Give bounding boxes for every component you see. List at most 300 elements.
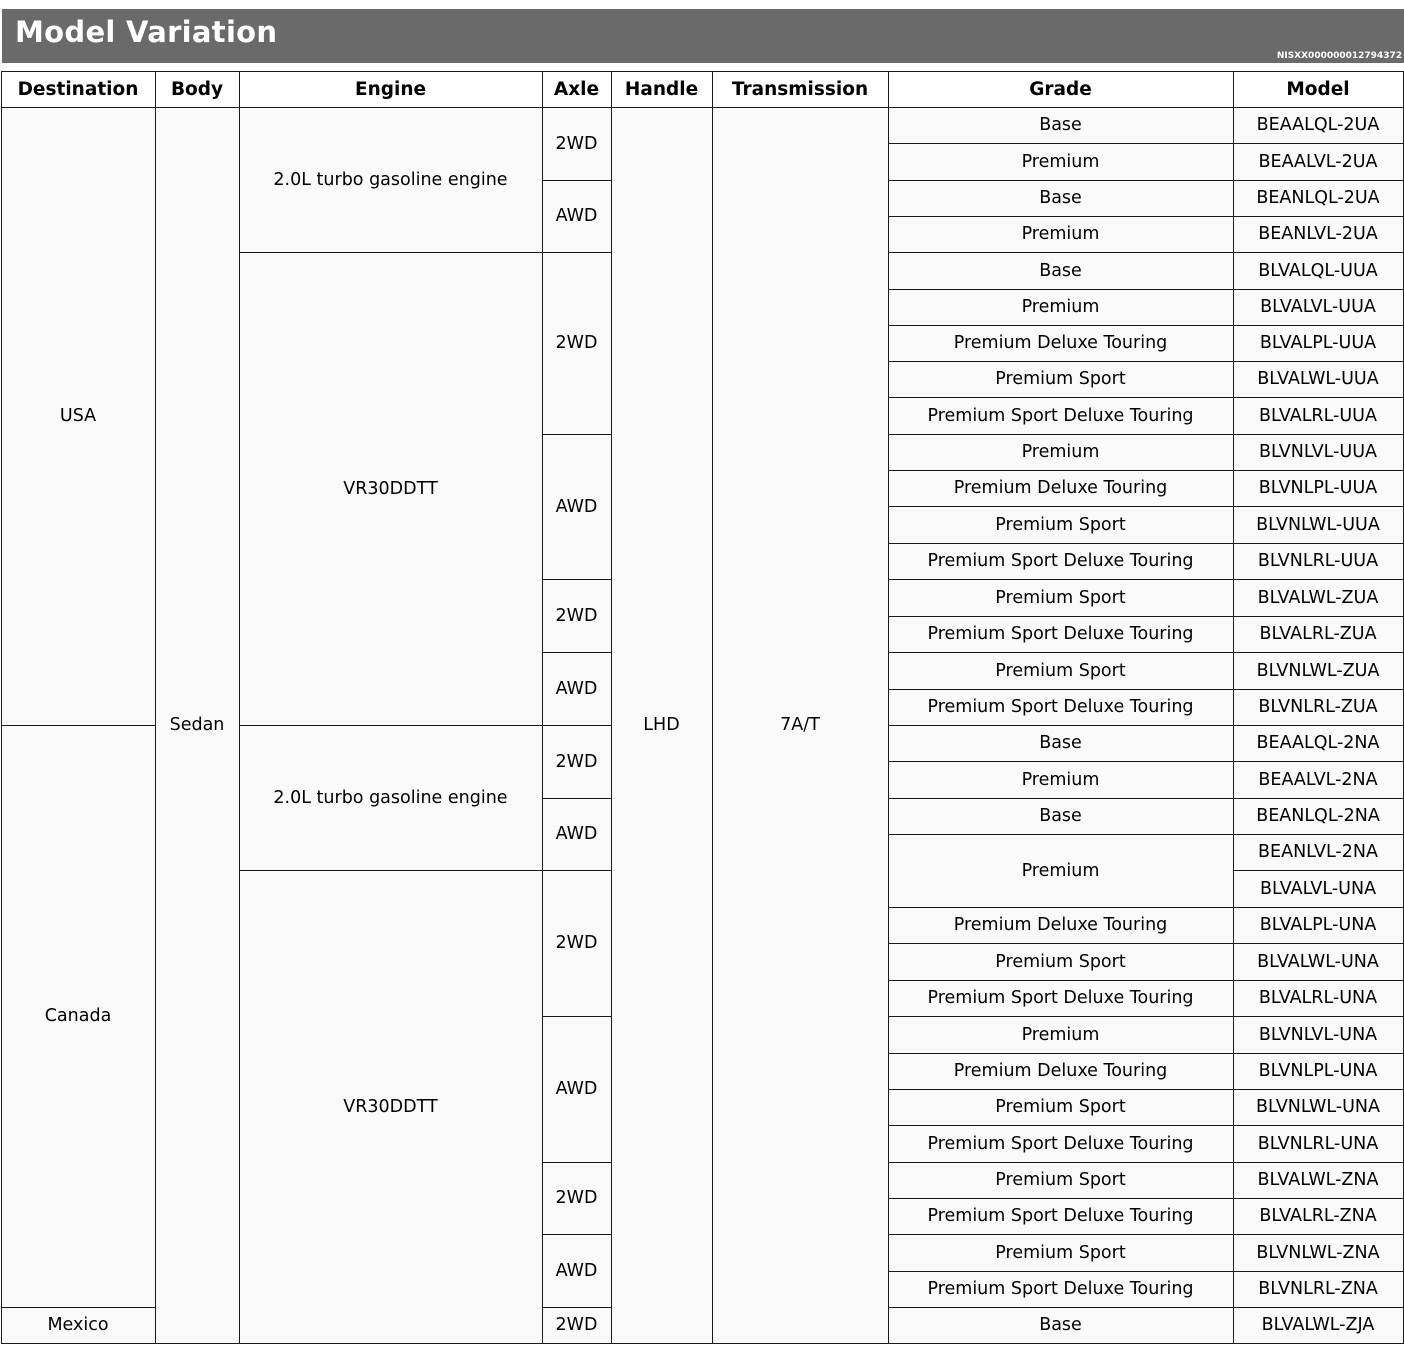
engine-cell: VR30DDTT <box>239 870 542 1343</box>
grid-line <box>712 107 889 108</box>
grid-line <box>888 71 1234 72</box>
grid-line <box>1233 1198 1404 1199</box>
grid-line <box>1233 434 1404 435</box>
grid-line <box>1233 1089 1234 1126</box>
grid-line <box>1233 107 1234 144</box>
grid-line <box>542 107 612 108</box>
grade-cell: Premium <box>888 761 1233 798</box>
grid-line <box>611 1234 612 1308</box>
grid-line <box>1233 870 1234 908</box>
grid-line <box>542 725 543 799</box>
body-cell: Sedan <box>155 107 239 1343</box>
grid-line <box>888 107 1234 108</box>
grid-line <box>888 1089 889 1126</box>
grid-line <box>1233 943 1404 944</box>
model-cell: BLVNLRL-ZUA <box>1233 689 1403 725</box>
grade-cell: Base <box>888 798 1233 834</box>
grid-line <box>888 1234 1234 1235</box>
model-cell: BEAALVL-2UA <box>1233 143 1403 180</box>
grid-line <box>611 180 612 253</box>
grid-line <box>888 1234 889 1272</box>
grid-line <box>1233 71 1234 108</box>
grade-cell: Premium Sport <box>888 652 1233 689</box>
grid-line <box>155 1343 240 1344</box>
destination-cell: USA <box>1 107 155 725</box>
grid-line <box>542 71 543 108</box>
model-cell: BLVNLRL-UUA <box>1233 543 1403 579</box>
grid-line <box>1233 180 1404 181</box>
model-cell: BEANLQL-2UA <box>1233 180 1403 216</box>
engine-cell: VR30DDTT <box>239 252 542 725</box>
grid-line <box>542 798 612 799</box>
grade-cell: Premium <box>888 216 1233 252</box>
grade-cell: Base <box>888 725 1233 761</box>
grid-line <box>1233 361 1234 398</box>
grid-line <box>611 652 612 726</box>
grid-line <box>888 1016 889 1054</box>
grid-line <box>542 1016 612 1017</box>
grid-line <box>888 980 889 1017</box>
grade-cell: Premium Sport Deluxe Touring <box>888 616 1233 652</box>
engine-cell: 2.0L turbo gasoline engine <box>239 725 542 870</box>
grade-cell: Premium Sport <box>888 943 1233 980</box>
grade-cell: Premium Sport <box>888 506 1233 543</box>
axle-cell: AWD <box>542 1016 611 1162</box>
grid-line <box>1233 616 1234 653</box>
grid-line <box>888 1162 889 1199</box>
grid-line <box>239 725 240 871</box>
grid-line <box>1 107 2 726</box>
axle-cell: AWD <box>542 652 611 725</box>
grid-line <box>1233 1343 1404 1344</box>
model-cell: BLVALRL-ZNA <box>1233 1198 1403 1234</box>
grid-line <box>888 761 1234 762</box>
grid-line <box>888 506 889 544</box>
grid-line <box>1 71 156 72</box>
grade-cell: Premium Deluxe Touring <box>888 907 1233 943</box>
grid-line <box>239 107 240 253</box>
grid-line <box>888 1271 889 1308</box>
grid-line <box>1233 252 1234 290</box>
grid-line <box>1233 143 1404 144</box>
grid-line <box>1 1307 156 1308</box>
grid-line <box>1233 434 1234 471</box>
axle-cell: 2WD <box>542 1162 611 1234</box>
grade-cell: Premium Sport Deluxe Touring <box>888 1125 1233 1162</box>
destination-cell: Canada <box>1 725 155 1307</box>
grid-line <box>888 652 889 690</box>
grid-line <box>611 434 612 580</box>
grade-cell: Premium Sport <box>888 1089 1233 1125</box>
grid-line <box>888 1198 1234 1199</box>
grade-cell: Premium <box>888 143 1233 180</box>
grid-line <box>1233 1162 1234 1199</box>
grid-line <box>155 107 156 1344</box>
grid-line <box>888 180 1234 181</box>
grid-line <box>888 652 1234 653</box>
grid-line <box>1233 1125 1234 1163</box>
grid-line <box>888 834 889 908</box>
grid-line <box>1233 798 1234 835</box>
grid-line <box>888 289 889 326</box>
grid-line <box>239 71 543 72</box>
grade-cell: Premium Sport Deluxe Touring <box>888 397 1233 434</box>
grade-cell: Premium Sport <box>888 1162 1233 1198</box>
grid-line <box>1233 71 1404 72</box>
grid-line <box>888 1053 1234 1054</box>
grid-line <box>1233 1089 1404 1090</box>
grid-line <box>1233 943 1234 981</box>
grid-line <box>888 1162 1234 1163</box>
grid-line <box>888 725 1234 726</box>
grid-line <box>888 579 1234 580</box>
model-cell: BEAALQL-2NA <box>1233 725 1403 761</box>
grid-line <box>888 980 1234 981</box>
grid-line <box>542 652 543 726</box>
grid-line <box>542 725 612 726</box>
grade-cell: Base <box>888 107 1233 143</box>
grade-cell: Premium Sport Deluxe Touring <box>888 1198 1233 1234</box>
grid-line <box>542 180 543 253</box>
grid-line <box>1 725 2 1308</box>
grid-line <box>1233 616 1404 617</box>
grid-line <box>1233 1271 1404 1272</box>
grid-line <box>542 434 612 435</box>
grid-line <box>611 252 612 435</box>
grid-line <box>888 361 1234 362</box>
grid-line <box>1233 1307 1234 1344</box>
grid-line <box>542 870 543 1017</box>
grid-line <box>1233 506 1234 544</box>
column-header-body: Body <box>155 71 239 107</box>
grid-line <box>542 1162 612 1163</box>
grid-line <box>239 107 543 108</box>
grid-line <box>1233 506 1404 507</box>
grid-line <box>1233 180 1234 217</box>
grid-line <box>888 1125 1234 1126</box>
grid-line <box>1233 834 1404 835</box>
model-cell: BLVNLRL-UNA <box>1233 1125 1403 1162</box>
model-cell: BLVNLWL-ZNA <box>1233 1234 1403 1271</box>
grid-line <box>888 397 1234 398</box>
grid-line <box>888 689 1234 690</box>
axle-cell: AWD <box>542 1234 611 1307</box>
axle-cell: AWD <box>542 798 611 870</box>
column-header-destination: Destination <box>1 71 155 107</box>
axle-cell: 2WD <box>542 252 611 434</box>
grid-line <box>1233 689 1404 690</box>
grid-line <box>1233 1234 1404 1235</box>
grid-line <box>542 870 612 871</box>
grid-line <box>888 252 889 290</box>
grid-line <box>239 870 543 871</box>
grid-line <box>888 943 1234 944</box>
model-cell: BEAALQL-2UA <box>1233 107 1403 143</box>
grade-cell: Premium Sport Deluxe Touring <box>888 980 1233 1016</box>
grid-line <box>611 579 612 653</box>
grid-line <box>888 434 889 471</box>
grid-line <box>888 325 889 362</box>
grid-line <box>712 107 713 1344</box>
grid-line <box>1233 325 1404 326</box>
grid-line <box>888 470 1234 471</box>
grid-line <box>239 725 543 726</box>
grid-line <box>1233 1307 1404 1308</box>
model-cell: BLVALRL-UNA <box>1233 980 1403 1016</box>
grade-cell: Premium <box>888 434 1233 470</box>
grid-line <box>888 543 889 580</box>
grade-cell: Premium Sport Deluxe Touring <box>888 689 1233 725</box>
grid-line <box>1233 689 1234 726</box>
grid-line <box>1233 798 1404 799</box>
grid-line <box>1233 289 1404 290</box>
grid-line <box>888 1198 889 1235</box>
grid-line <box>888 907 889 944</box>
model-cell: BLVALWL-ZJA <box>1233 1307 1403 1343</box>
grid-line <box>888 325 1234 326</box>
grid-line <box>611 107 713 108</box>
grid-line <box>1233 870 1404 871</box>
model-cell: BEAALVL-2NA <box>1233 761 1403 798</box>
grid-line <box>1 107 156 108</box>
axle-cell: 2WD <box>542 1307 611 1343</box>
grid-line <box>712 71 713 108</box>
grade-cell: Premium <box>888 289 1233 325</box>
grid-line <box>1233 252 1404 253</box>
grid-line <box>1233 761 1404 762</box>
grid-line <box>888 143 1234 144</box>
grid-line <box>1 71 2 108</box>
model-cell: BLVNLPL-UUA <box>1233 470 1403 506</box>
grid-line <box>542 1307 543 1344</box>
grid-line <box>1233 1198 1234 1235</box>
grid-line <box>239 870 240 1344</box>
grid-line <box>1 1343 156 1344</box>
grade-cell: Premium Sport <box>888 1234 1233 1271</box>
grid-line <box>1 725 156 726</box>
column-header-handle: Handle <box>611 71 712 107</box>
grid-line <box>888 616 889 653</box>
grid-line <box>1233 1053 1234 1090</box>
grid-line <box>888 834 1234 835</box>
grid-line <box>155 71 240 72</box>
grid-line <box>888 1307 1234 1308</box>
grid-line <box>1 1307 2 1344</box>
grid-line <box>888 1016 1234 1017</box>
grade-cell: Premium <box>888 1016 1233 1053</box>
model-cell: BLVNLPL-UNA <box>1233 1053 1403 1089</box>
column-header-model: Model <box>1233 71 1403 107</box>
axle-cell: AWD <box>542 434 611 579</box>
model-cell: BEANLQL-2NA <box>1233 798 1403 834</box>
model-cell: BLVALVL-UNA <box>1233 870 1403 907</box>
grade-cell: Premium Deluxe Touring <box>888 325 1233 361</box>
grid-line <box>888 725 889 762</box>
grid-line <box>1233 470 1404 471</box>
grid-line <box>888 71 889 108</box>
grid-line <box>1233 397 1234 435</box>
model-cell: BLVNLWL-UUA <box>1233 506 1403 543</box>
model-cell: BLVALWL-UUA <box>1233 361 1403 397</box>
model-cell: BLVNLWL-ZUA <box>1233 652 1403 689</box>
grid-line <box>611 1307 612 1344</box>
grid-line <box>542 1307 612 1308</box>
grid-line <box>542 1016 543 1163</box>
grade-cell: Premium Sport <box>888 579 1233 616</box>
grid-line <box>542 1234 543 1308</box>
grid-line <box>1233 579 1234 617</box>
grid-line <box>888 1125 889 1163</box>
model-cell: BLVALPL-UUA <box>1233 325 1403 361</box>
grade-cell: Premium Sport Deluxe Touring <box>888 543 1233 579</box>
grid-line <box>1233 289 1234 326</box>
model-cell: BLVALVL-UUA <box>1233 289 1403 325</box>
grade-cell: Premium Sport Deluxe Touring <box>888 1271 1233 1307</box>
grid-line <box>888 470 889 507</box>
grid-line <box>888 1089 1234 1090</box>
grid-line <box>611 1343 713 1344</box>
grid-line <box>712 1343 889 1344</box>
grid-line <box>542 252 543 435</box>
grid-line <box>1233 980 1404 981</box>
column-header-axle: Axle <box>542 71 611 107</box>
grid-line <box>1233 216 1404 217</box>
model-cell: BLVNLVL-UUA <box>1233 434 1403 470</box>
grade-cell: Base <box>888 252 1233 289</box>
grid-line <box>888 543 1234 544</box>
grid-line <box>239 252 240 726</box>
grade-cell: Base <box>888 1307 1233 1343</box>
grid-line <box>888 907 1234 908</box>
grid-line <box>888 180 889 217</box>
grid-line <box>611 71 713 72</box>
grid-line <box>1233 143 1234 181</box>
grid-line <box>1233 470 1234 507</box>
grid-line <box>888 943 889 981</box>
grid-line <box>155 71 156 108</box>
grid-line <box>611 870 612 1017</box>
grid-line <box>542 1234 612 1235</box>
grid-line <box>888 1271 1234 1272</box>
transmission-cell: 7A/T <box>712 107 888 1343</box>
page-title: Model Variation <box>15 15 278 49</box>
column-header-grade: Grade <box>888 71 1233 107</box>
grid-line <box>888 361 889 398</box>
grid-line <box>888 579 889 617</box>
grid-line <box>239 252 543 253</box>
destination-cell: Mexico <box>1 1307 155 1343</box>
grid-line <box>611 107 612 181</box>
grid-line <box>1233 907 1234 944</box>
grid-line <box>542 434 543 580</box>
grid-line <box>888 761 889 799</box>
grid-line <box>611 1162 612 1235</box>
grade-cell: Premium Deluxe Touring <box>888 1053 1233 1089</box>
model-cell: BLVNLWL-UNA <box>1233 1089 1403 1125</box>
grid-line <box>542 579 543 653</box>
grid-line <box>239 71 240 108</box>
model-cell: BEANLVL-2NA <box>1233 834 1403 870</box>
handle-cell: LHD <box>611 107 712 1343</box>
grade-cell: Premium <box>888 834 1233 907</box>
grid-line <box>888 434 1234 435</box>
column-header-engine: Engine <box>239 71 542 107</box>
model-cell: BLVALWL-ZNA <box>1233 1162 1403 1198</box>
grid-line <box>611 1016 612 1163</box>
grid-line <box>542 180 612 181</box>
grid-line <box>1233 361 1404 362</box>
grid-line <box>1233 980 1234 1017</box>
grade-cell: Premium Sport <box>888 361 1233 397</box>
grid-line <box>712 71 889 72</box>
model-cell: BLVALWL-UNA <box>1233 943 1403 980</box>
grid-line <box>1233 107 1404 108</box>
grid-line <box>1233 1234 1234 1272</box>
grid-line <box>542 579 612 580</box>
document-id: NISXX000000012794372 <box>1276 51 1402 61</box>
grid-line <box>1233 397 1404 398</box>
grid-line <box>1233 325 1234 362</box>
grid-line <box>611 798 612 871</box>
model-cell: BEANLVL-2UA <box>1233 216 1403 252</box>
grid-line <box>1233 652 1234 690</box>
engine-cell: 2.0L turbo gasoline engine <box>239 107 542 252</box>
grid-line <box>1233 1016 1404 1017</box>
grid-line <box>888 107 889 144</box>
grid-line <box>888 216 889 253</box>
grid-line <box>888 1343 1234 1344</box>
axle-cell: AWD <box>542 180 611 252</box>
axle-cell: 2WD <box>542 107 611 180</box>
grid-line <box>888 1053 889 1090</box>
model-cell: BLVNLVL-UNA <box>1233 1016 1403 1053</box>
grid-line <box>888 798 1234 799</box>
grid-line <box>542 652 612 653</box>
grid-line <box>542 798 543 871</box>
grid-line <box>1233 1016 1234 1054</box>
model-cell: BLVALRL-ZUA <box>1233 616 1403 652</box>
grid-line <box>888 252 1234 253</box>
grid-line <box>611 71 612 108</box>
grid-line <box>1233 1125 1404 1126</box>
grid-line <box>888 798 889 835</box>
grid-line <box>542 1162 543 1235</box>
grid-line <box>1233 1271 1234 1308</box>
grid-line <box>1233 579 1404 580</box>
model-cell: BLVNLRL-ZNA <box>1233 1271 1403 1307</box>
grid-line <box>888 289 1234 290</box>
grid-line <box>155 107 240 108</box>
model-cell: BLVALPL-UNA <box>1233 907 1403 943</box>
grid-line <box>1233 216 1234 253</box>
grid-line <box>1233 1053 1404 1054</box>
grid-line <box>239 1343 543 1344</box>
column-header-transmission: Transmission <box>712 71 888 107</box>
grid-line <box>888 397 889 435</box>
grid-line <box>611 725 612 799</box>
grid-line <box>888 143 889 181</box>
model-cell: BLVALWL-ZUA <box>1233 579 1403 616</box>
grade-cell: Premium Deluxe Touring <box>888 470 1233 506</box>
grid-line <box>1233 1162 1404 1163</box>
model-cell: BLVALQL-UUA <box>1233 252 1403 289</box>
grid-line <box>888 506 1234 507</box>
model-cell: BLVALRL-UUA <box>1233 397 1403 434</box>
grid-line <box>1233 907 1404 908</box>
grid-line <box>542 71 612 72</box>
grid-line <box>1233 725 1404 726</box>
grid-line <box>542 107 543 181</box>
